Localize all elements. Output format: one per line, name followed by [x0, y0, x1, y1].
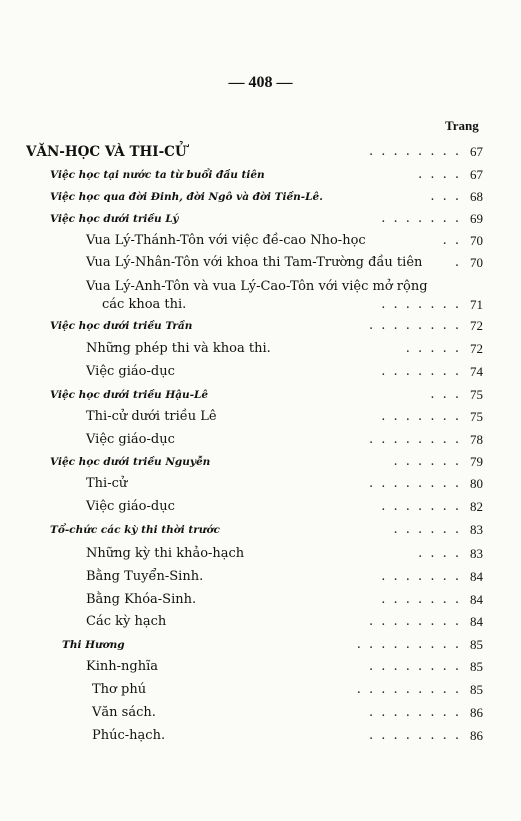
- entry-page: 71: [470, 297, 483, 312]
- leader-dots: . . . . .: [405, 341, 461, 356]
- leader-dots: . . . . . . . .: [369, 614, 461, 629]
- entry-page: 86: [470, 728, 483, 743]
- page-number: — 408 —: [228, 74, 293, 91]
- entry-page: 69: [470, 211, 483, 226]
- leader-dots: . . . . . .: [393, 454, 461, 469]
- leader-dots: . . . . . . .: [381, 592, 461, 607]
- entry-page: 70: [470, 255, 483, 270]
- entry-title: Thi Hương: [62, 639, 125, 651]
- entry-page: 79: [470, 454, 483, 469]
- entry-page: 70: [470, 233, 483, 248]
- leader-dots: . . . . . . .: [381, 297, 461, 312]
- toc-entry-chapter: [0, 186, 521, 208]
- entry-title: Việc học dưới triều Hậu-Lê: [50, 389, 209, 401]
- entry-page: 75: [470, 387, 483, 402]
- entry-title: Việc học dưới triều Nguyễn: [50, 456, 211, 468]
- entry-title: Việc học dưới triều Lý: [50, 213, 179, 225]
- toc-entry-chapter: [0, 208, 521, 230]
- leader-dots: . . . . . . .: [381, 409, 461, 424]
- leader-dots: . . . . . . .: [381, 499, 461, 514]
- entry-title: Việc giáo-dục: [86, 499, 175, 514]
- leader-dots: . . . . . . . .: [369, 705, 461, 720]
- entry-page: 68: [470, 189, 483, 204]
- leader-dots: . . . . . . . .: [369, 659, 461, 674]
- leader-dots: . . . . . . . .: [369, 728, 461, 743]
- entry-page: 85: [470, 682, 483, 697]
- entry-page: 86: [470, 705, 483, 720]
- leader-dots: . . . . . . .: [381, 569, 461, 584]
- entry-title: Văn sách.: [92, 705, 156, 720]
- toc-entry-chapter: [0, 519, 521, 541]
- entry-title: Kinh-nghĩa: [86, 659, 158, 674]
- entry-page: 72: [470, 318, 483, 333]
- page-column-label: Trang: [445, 118, 479, 133]
- entry-page: 84: [470, 592, 483, 607]
- leader-dots: . . . . . . .: [381, 211, 461, 226]
- toc-entry-chapter: [0, 634, 521, 656]
- toc-entry-subsection: [0, 656, 521, 678]
- entry-title: Những phép thi và khoa thi.: [86, 341, 271, 356]
- toc-entry-subsection: [0, 338, 521, 360]
- entry-page: 80: [470, 476, 483, 491]
- entry-page: 85: [470, 637, 483, 652]
- leader-dots: . . . . . . . . .: [356, 682, 461, 697]
- entry-title: Việc học dưới triều Trần: [50, 320, 193, 332]
- toc-entry-subsection: [0, 252, 521, 274]
- toc-entry-chapter: [0, 164, 521, 186]
- leader-dots: . . . . . . . .: [369, 476, 461, 491]
- entry-title: Vua Lý-Nhân-Tôn với khoa thi Tam-Trường đầu tiên: [86, 255, 423, 270]
- entry-page: 84: [470, 569, 483, 584]
- leader-dots: . .: [442, 233, 461, 248]
- entry-title: Các kỳ hạch: [86, 614, 167, 629]
- toc-entry-subsection: [0, 679, 521, 701]
- toc-entry-chapter: [0, 384, 521, 406]
- toc-entry-section: [0, 141, 521, 163]
- entry-page: 82: [470, 499, 483, 514]
- toc-entry-chapter: [0, 451, 521, 473]
- toc-entry-subsection: [0, 543, 521, 565]
- toc-entry-subsection: [0, 361, 521, 383]
- entry-title: Việc học tại nước ta từ buổi đầu tiên: [50, 169, 265, 181]
- entry-title: Vua Lý-Thánh-Tôn với việc đề-cao Nho-học: [86, 233, 366, 248]
- leader-dots: . . . . . . . .: [369, 318, 461, 333]
- entry-page: 83: [470, 522, 483, 537]
- leader-dots: . . . . . . . .: [369, 144, 461, 159]
- leader-dots: .: [454, 255, 461, 270]
- toc-entry-subsection: [0, 725, 521, 747]
- entry-page: 84: [470, 614, 483, 629]
- entry-title: Thơ phú: [92, 682, 147, 697]
- leader-dots: . . . . . .: [393, 522, 461, 537]
- entry-title: các khoa thi.: [102, 297, 187, 312]
- toc-entry-subsection-continued: [0, 294, 521, 316]
- entry-title: Bằng Khóa-Sinh.: [86, 592, 197, 607]
- entry-page: 83: [470, 546, 483, 561]
- entry-title: VĂN-HỌC VÀ THI-CỬ: [26, 144, 187, 160]
- toc-entry-subsection: [0, 611, 521, 633]
- toc-entry-subsection: [0, 230, 521, 252]
- entry-title: Những kỳ thi khảo-hạch: [86, 546, 245, 561]
- entry-title: Thi-cử dưới triều Lê: [86, 409, 217, 424]
- entry-title: Vua Lý-Anh-Tôn và vua Lý-Cao-Tôn với việc mở rộng: [86, 279, 428, 294]
- entry-title: Thi-cử: [86, 476, 128, 491]
- entry-title: Tổ-chức các kỳ thi thời trước: [50, 524, 220, 536]
- entry-page: 85: [470, 659, 483, 674]
- entry-title: Việc học qua đời Đinh, đời Ngô và đời Tiền-Lê.: [50, 191, 323, 203]
- entry-title: Việc giáo-dục: [86, 364, 175, 379]
- toc-entry-subsection: [0, 589, 521, 611]
- leader-dots: . . . . . . .: [381, 364, 461, 379]
- entry-title: Việc giáo-dục: [86, 432, 175, 447]
- toc-entry-subsection: [0, 702, 521, 724]
- entry-page: 74: [470, 364, 483, 379]
- leader-dots: . . . . . . . . .: [356, 637, 461, 652]
- toc-entry-subsection: [0, 406, 521, 428]
- toc-entry-subsection: [0, 473, 521, 495]
- leader-dots: . . .: [430, 387, 461, 402]
- entry-title: Phúc-hạch.: [92, 728, 166, 743]
- toc-entry-subsection: [0, 566, 521, 588]
- entry-page: 67: [470, 144, 483, 159]
- entry-page: 75: [470, 409, 483, 424]
- toc-entry-chapter: [0, 315, 521, 337]
- toc-entry-subsection: [0, 429, 521, 451]
- entry-page: 67: [470, 167, 483, 182]
- entry-title: Bằng Tuyển-Sinh.: [86, 569, 204, 584]
- leader-dots: . . . .: [418, 546, 461, 561]
- toc-entry-subsection: [0, 496, 521, 518]
- entry-page: 72: [470, 341, 483, 356]
- leader-dots: . . . . . . . .: [369, 432, 461, 447]
- leader-dots: . . .: [430, 189, 461, 204]
- leader-dots: . . . .: [418, 167, 461, 182]
- entry-page: 78: [470, 432, 483, 447]
